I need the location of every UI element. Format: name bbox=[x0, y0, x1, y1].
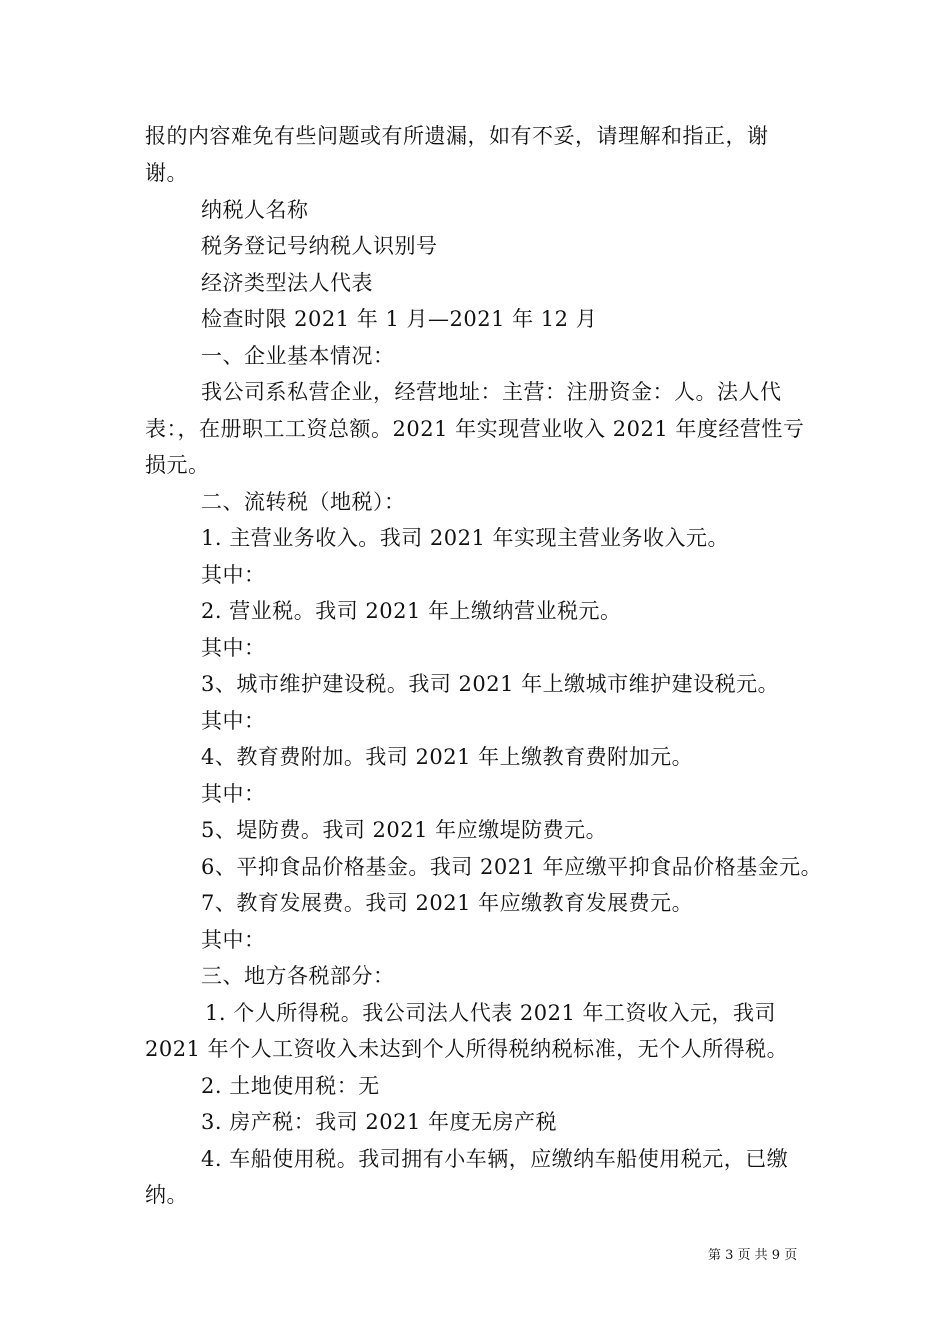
form-field-label: 纳税人名称 bbox=[201, 198, 309, 222]
body-text-line: 其中： bbox=[201, 563, 266, 587]
body-text-line: 其中： bbox=[201, 928, 266, 952]
page-number: 第 3 页 共 9 页 bbox=[708, 1248, 798, 1263]
list-item: 4、教育费附加。我司 2021 年上缴教育费附加元。 bbox=[201, 745, 694, 769]
body-text-line: 我公司系私营企业，经营地址：主营：注册资金：人。法人代 bbox=[201, 380, 782, 404]
section-heading: 二、流转税（地税）： bbox=[201, 490, 406, 514]
body-text-line: 2021 年个人工资收入未达到个人所得税纳税标准，无个人所得税。 bbox=[145, 1037, 789, 1061]
list-item: 6、平抑食品价格基金。我司 2021 年应缴平抑食品价格基金元。 bbox=[201, 855, 823, 879]
form-field-label: 经济类型法人代表 bbox=[201, 271, 373, 295]
list-item: 4. 车船使用税。我司拥有小车辆，应缴纳车船使用税元，已缴 bbox=[201, 1147, 789, 1171]
list-item: 7、教育发展费。我司 2021 年应缴教育发展费元。 bbox=[201, 891, 694, 915]
form-field-label: 检查时限 2021 年 1 月—2021 年 12 月 bbox=[201, 307, 598, 331]
body-text-line: 其中： bbox=[201, 782, 266, 806]
list-item: 2. 营业税。我司 2021 年上缴纳营业税元。 bbox=[201, 599, 622, 623]
list-item: 1. 个人所得税。我公司法人代表 2021 年工资收入元，我司 bbox=[205, 1001, 777, 1025]
body-text-line: 其中： bbox=[201, 709, 266, 733]
list-item: 1. 主营业务收入。我司 2021 年实现主营业务收入元。 bbox=[201, 526, 730, 550]
body-text-line: 损元。 bbox=[145, 453, 210, 477]
body-text-line: 报的内容难免有些问题或有所遗漏，如有不妥，请理解和指正，谢 bbox=[145, 124, 769, 148]
list-item: 5、堤防费。我司 2021 年应缴堤防费元。 bbox=[201, 818, 608, 842]
form-field-label: 税务登记号纳税人识别号 bbox=[201, 234, 438, 258]
body-text-line: 纳。 bbox=[145, 1183, 188, 1207]
list-item: 3、城市维护建设税。我司 2021 年上缴城市维护建设税元。 bbox=[201, 672, 780, 696]
list-item: 2. 土地使用税：无 bbox=[201, 1074, 380, 1098]
body-text-line: 谢。 bbox=[145, 161, 188, 185]
body-text-line: 表：，在册职工工资总额。2021 年实现营业收入 2021 年度经营性亏 bbox=[145, 417, 805, 441]
section-heading: 一、企业基本情况： bbox=[201, 344, 395, 368]
list-item: 3. 房产税：我司 2021 年度无房产税 bbox=[201, 1110, 558, 1134]
section-heading: 三、地方各税部分： bbox=[201, 964, 395, 988]
body-text-line: 其中： bbox=[201, 636, 266, 660]
